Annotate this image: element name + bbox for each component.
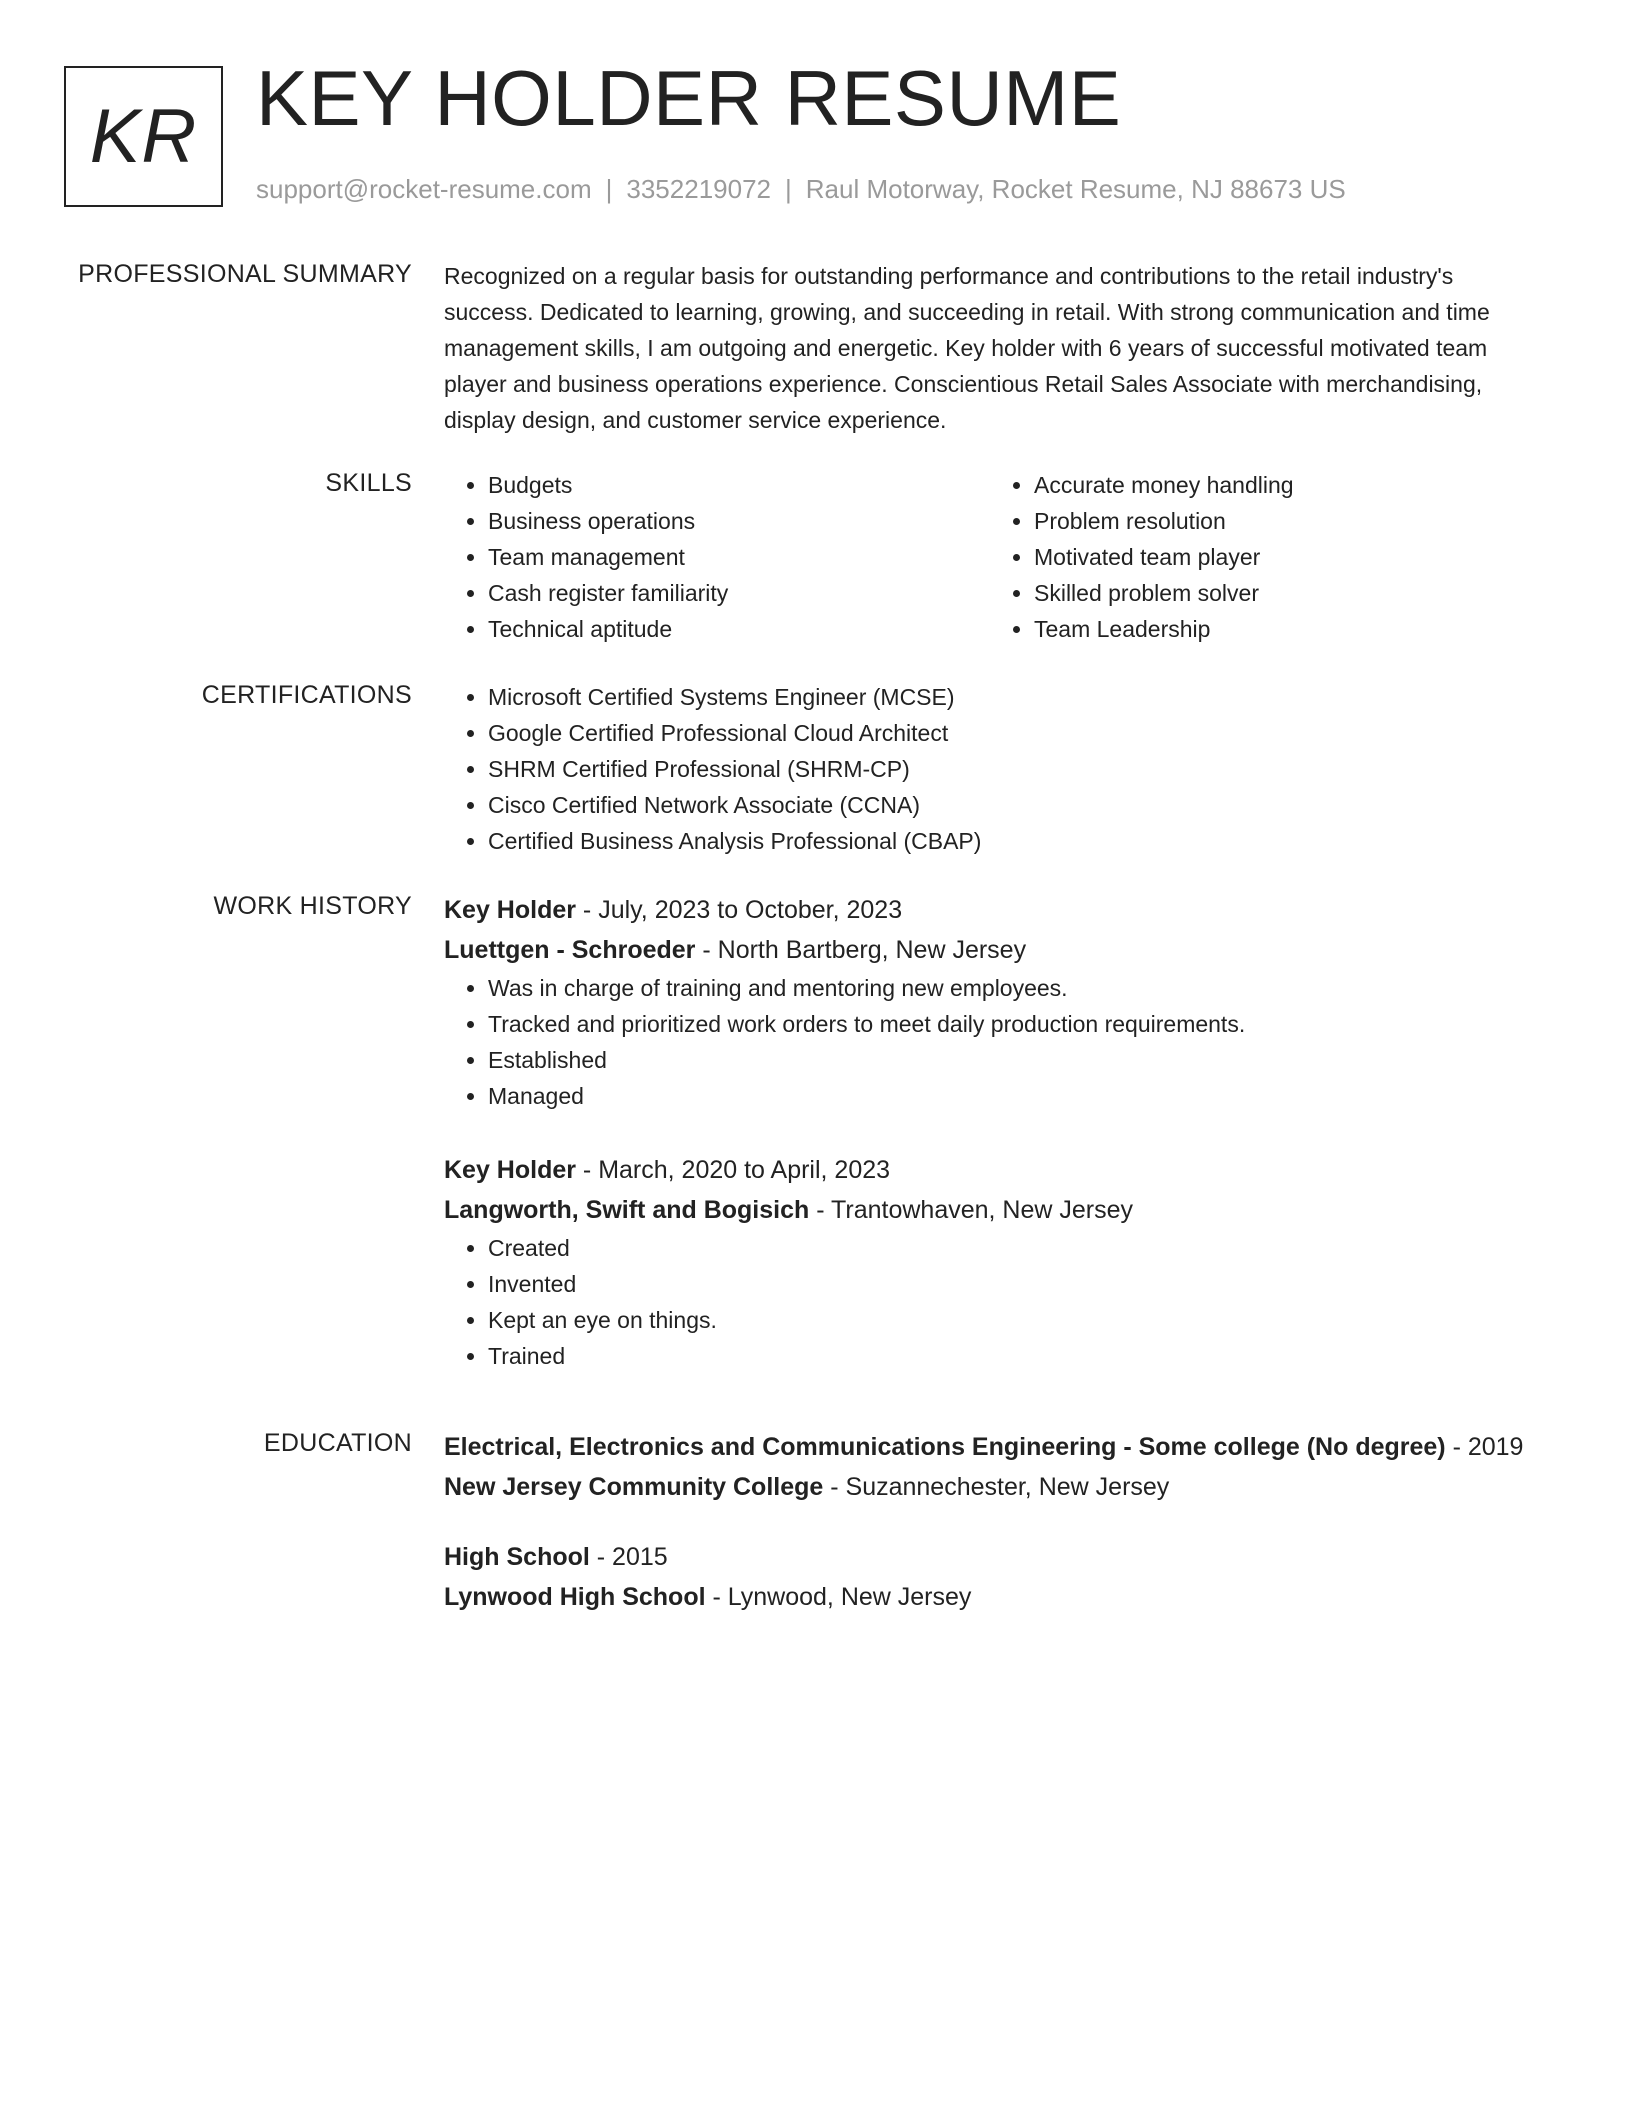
certification-item: • Cisco Certified Network Associate (CCNA) [488,787,1544,823]
job-duty: • Managed [488,1078,1544,1114]
education-entry [444,1427,1544,1507]
education-entry [444,1537,1544,1617]
education-location: - Suzannechester, New Jersey [823,1473,1170,1501]
job-company: Langworth, Swift and Bogisich [444,1196,810,1224]
skill-item: • Cash register familiarity [488,575,990,611]
skills-heading: SKILLS [325,469,412,497]
job-company: Luettgen - Schroeder [444,936,696,964]
certifications-list [444,679,1544,859]
resume-title: KEY HOLDER RESUME [256,54,1122,142]
education-degree-line [444,1537,1544,1577]
job-title: Key Holder [444,1156,576,1184]
education-year: - 2015 [589,1543,668,1571]
skill-item: • Team management [488,539,990,575]
education-year: - 2019 [1445,1433,1524,1461]
skill-item: • Accurate money handling [1034,467,1536,503]
job-duties-list [444,970,1544,1114]
contact-separator: | [785,174,792,204]
contact-address: Raul Motorway, Rocket Resume, NJ 88673 US [805,174,1346,204]
contact-line [256,174,1346,205]
education-school-line [444,1577,1544,1617]
summary-heading: PROFESSIONAL SUMMARY [78,260,412,288]
education-location: - Lynwood, New Jersey [705,1583,972,1611]
skill-item: • Problem resolution [1034,503,1536,539]
certification-item: • Google Certified Professional Cloud Architect [488,715,1544,751]
contact-email: support@rocket-resume.com [256,174,592,204]
job-location: - North Bartberg, New Jersey [695,936,1027,964]
job-company-line [444,1190,1544,1230]
certification-item: • SHRM Certified Professional (SHRM-CP) [488,751,1544,787]
skills-list-right [990,467,1536,647]
job-entry [444,890,1544,1114]
education-school: Lynwood High School [444,1583,706,1611]
skill-item: • Team Leadership [1034,611,1536,647]
skill-item: • Motivated team player [1034,539,1536,575]
job-duty: • Trained [488,1338,1544,1374]
skill-item: • Budgets [488,467,990,503]
skill-item: • Skilled problem solver [1034,575,1536,611]
job-duty: • Invented [488,1266,1544,1302]
summary-text: Recognized on a regular basis for outstanding performance and contributions to the retail industry's success. Dedicated to learning, growing, and succeeding in retail. With strong communication and time management skills, I am outgoing and energetic. Key holder with 6 years of successful motivated team player and business operations experience. Conscientious Retail Sales Associate with merchandising, display design, and customer service experience. [444,263,1490,433]
certifications-heading: CERTIFICATIONS [201,681,412,709]
job-dates: - July, 2023 to October, 2023 [575,896,903,924]
job-duty: • Established [488,1042,1544,1078]
job-duties-list [444,1230,1544,1374]
skill-item: • Business operations [488,503,990,539]
education-degree: Electrical, Electronics and Communications Engineering - Some college (No degree) [444,1433,1446,1461]
monogram-initials: KR [89,94,198,179]
education-degree: High School [444,1543,590,1571]
job-duty: • Tracked and prioritized work orders to meet daily production requirements. [488,1006,1544,1042]
job-duty: • Kept an eye on things. [488,1302,1544,1338]
job-title-line [444,890,1544,930]
job-company-line [444,930,1544,970]
skill-item: • Technical aptitude [488,611,990,647]
job-title-line [444,1150,1544,1190]
education-degree-line [444,1427,1544,1467]
certification-item: • Certified Business Analysis Professional (CBAP) [488,823,1544,859]
work-history-heading: WORK HISTORY [213,892,412,920]
job-location: - Trantowhaven, New Jersey [809,1196,1134,1224]
education-heading: EDUCATION [263,1429,412,1457]
job-title: Key Holder [444,896,576,924]
contact-separator: | [605,174,613,204]
job-entry [444,1150,1544,1374]
contact-phone: 3352219072 [626,174,771,204]
job-dates: - March, 2020 to April, 2023 [575,1156,891,1184]
job-duty: • Created [488,1230,1544,1266]
certification-item: • Microsoft Certified Systems Engineer (MCSE) [488,679,1544,715]
job-duty: • Was in charge of training and mentoring new employees. [488,970,1544,1006]
education-school: New Jersey Community College [444,1473,824,1501]
monogram-logo [64,66,223,207]
skills-list-left [444,467,990,647]
education-school-line [444,1467,1544,1507]
